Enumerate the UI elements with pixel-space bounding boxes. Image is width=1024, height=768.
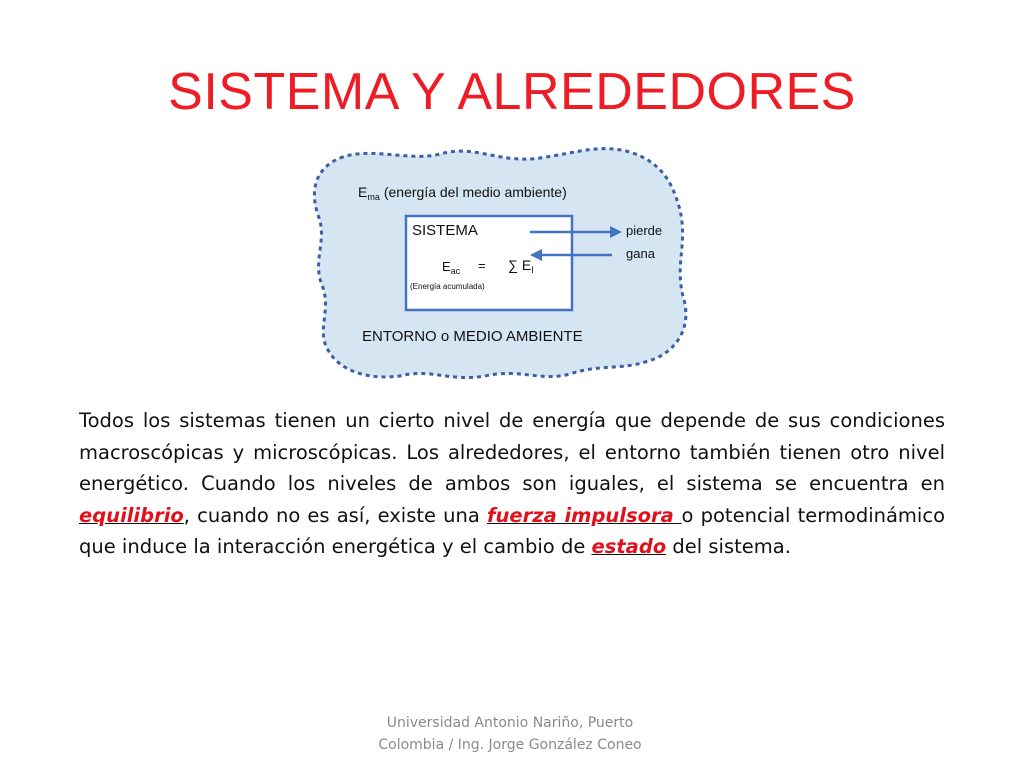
body-paragraph xyxy=(79,405,945,563)
keyword-fuerza-impulsora: fuerza impulsora xyxy=(487,503,682,527)
footer-line-2: Colombia / Ing. Jorge González Coneo xyxy=(378,737,642,753)
accumulated-energy-note: (Energía acumulada) xyxy=(410,282,485,291)
equation-equals: = xyxy=(478,258,486,273)
system-label: SISTEMA xyxy=(412,222,478,239)
paragraph-text-2: , cuando no es así, existe una xyxy=(183,503,488,527)
paragraph-text-1: Todos los sistemas tienen un cierto nivel de energía que depende de sus condiciones macroscópicas y microscópicas. Los alrededores, el entorno también tienen otro nivel energético. Cuando los niveles de ambos son iguales, el sistema se encuentra en xyxy=(79,409,945,495)
env-energy-subscript: ma xyxy=(367,192,380,202)
arrow-in-label: gana xyxy=(626,246,655,261)
environment-label: ENTORNO o MEDIO AMBIENTE xyxy=(362,328,583,345)
env-energy-label: $E_{ma}$ (energía del medio ambiente) xyxy=(358,184,567,202)
keyword-equilibrio: equilibrio xyxy=(79,503,184,527)
system-environment-diagram xyxy=(300,140,700,380)
paragraph-text-4: del sistema. xyxy=(666,535,791,558)
slide-title: SISTEMA Y ALREDEDORES xyxy=(168,63,856,121)
paragraph-text-3: o potencial termodinámico que induce la interacción energética y el cambio de xyxy=(79,503,945,558)
env-energy-text: (energía del medio ambiente) xyxy=(383,184,567,200)
arrow-out-label: pierde xyxy=(626,223,663,238)
equation-rhs: ∑ $E_I$ xyxy=(508,257,534,275)
keyword-estado: estado xyxy=(591,535,667,558)
footer xyxy=(350,712,670,756)
equation-lhs: $E_{ac}$ xyxy=(442,259,461,276)
footer-line-1: Universidad Antonio Nariño, Puerto xyxy=(386,715,634,731)
